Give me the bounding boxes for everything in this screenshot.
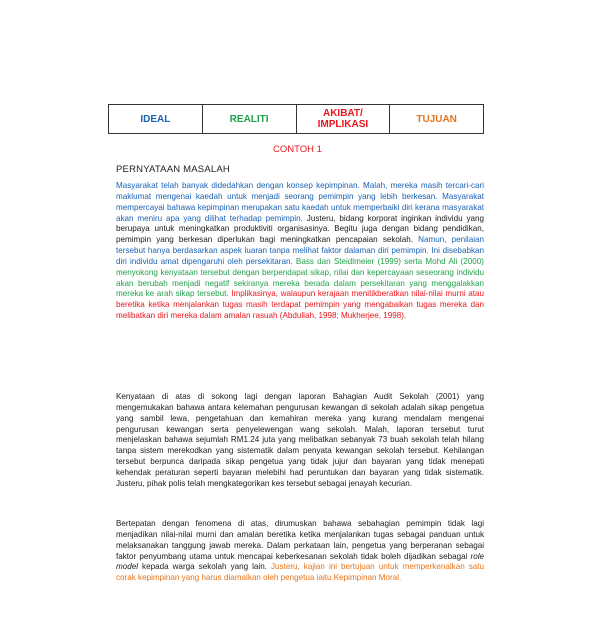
ideal-text: Namun, penilaian tersebut hanya berdasarkan aspek luaran tanpa melihat faktor dalaman diri pemimpin. Ini disebabkan diri individu amat dipengaruhi oleh persekitaran. xyxy=(116,235,484,266)
realiti-text: Bass dan Steidlmeier (1999) serta Mohd Ali (2000) menyokong kenyataan tersebut dengan berpendapat sikap, nilai dan kepercayaan seseorang individu akan berubah menjadi negatif sekiranya mereka berada dalam persekitaran yang menggalakkan mereka ke arah sikap tersebut. xyxy=(116,256,484,299)
tujuan-text: Justeru, kajian ini bertujuan untuk memperkenalkan satu corak kepimpinan yang harus diamalkan oleh pengetua iaitu Kepimpinan Moral. xyxy=(116,562,484,583)
color-legend-table xyxy=(108,104,484,134)
neutral-text: Kenyataan di atas di sokong lagi dengan laporan Bahagian Audit Sekolah (2001) yang mengemukakan bahawa antara kelemahan pengurusan kewangan di sekolah adalah sikap pengetua yang sambil lewa, pengetahuan dan kemahiran mereka yang kurang mendalam mengenai pengurusan kewangan serta penyelewengan wang sekolah. Malah, laporan tersebut turut menjelaskan bahawa sejumlah RM1.24 juta yang melibatkan sebanyak 73 buah sekolah telah hilang tanpa sistem merekodkan yang sistematik dalam penyata kewangan sekolah tersebut. Kehilangan tersebut berpunca daripada sikap pengetua yang tidak jujur dan bayaran yang tidak menepati kehendak peraturan seperti bayaran melebihi had peruntukan dan bayaran yang tidak sistematik. Justeru, pihak polis telah mengkategorikan kes tersebut sebagai jenayah kecurian. xyxy=(116,392,484,488)
legend-tujuan: TUJUAN xyxy=(390,105,484,134)
akibat-text: Implikasinya, walaupun kerajaan menitikberatkan nilai-nilai murni atau beretika ketika menjalankan tugas masih terdapat pemimpin yang mengabaikan tugas mereka dan melibatkan diri mereka dalam amalan rasuah (Abdullah, 1998; Mukherjee, 1998). xyxy=(116,289,484,321)
legend-row xyxy=(109,105,484,134)
ideal-text: Masyarakat telah banyak didedahkan dengan konsep kepimpinan. Malah, mereka masih tercari-cari maklumat mengenai kaedah untuk menjadi seorang pemimpin yang lebih berkesan. Masyarakat mempercayai bahawa kepimpinan merupakan satu kaedah untuk memperbaiki diri kerana masyarakat akan meniru apa yang dilihat terhadap pemimpin. xyxy=(116,181,484,223)
legend-realiti: REALITI xyxy=(202,105,296,134)
paragraph-3 xyxy=(116,519,484,584)
paragraph-1 xyxy=(116,181,484,322)
italic-term: role model xyxy=(116,551,484,572)
legend-akibat-implikasi: AKIBAT/ IMPLIKASI xyxy=(296,105,390,134)
legend-ideal: IDEAL xyxy=(109,105,203,134)
neutral-text: Bertepatan dengan fenomena di atas, dirumuskan bahawa sebahagian pemimpin tidak lagi menjadikan nilai-nilai murni dan amalan beretika ketika menjalankan tugas sebagai panduan untuk melaksanakan tanggung jawab mereka. Dalam perkataan lain, pengetua yang berperanan sebagai faktor penyumbang utama untuk mencapai keberkesanan sekolah tidak boleh dijadikan sebagai xyxy=(116,519,484,561)
neutral-text: Justeru, bidang korporat inginkan individu yang berupaya untuk meningkatkan produktiviti organisasinya. Begitu juga dengan bidang pendidikan, pemimpin yang berkesan diperlukan bagi meningkatkan pencapaian sekolah. xyxy=(116,213,484,245)
example-label: CONTOH 1 xyxy=(273,144,322,155)
section-heading: PERNYATAAN MASALAH xyxy=(116,164,230,175)
paragraph-2 xyxy=(116,392,484,490)
neutral-text: kepada warga sekolah yang lain. xyxy=(138,562,267,572)
